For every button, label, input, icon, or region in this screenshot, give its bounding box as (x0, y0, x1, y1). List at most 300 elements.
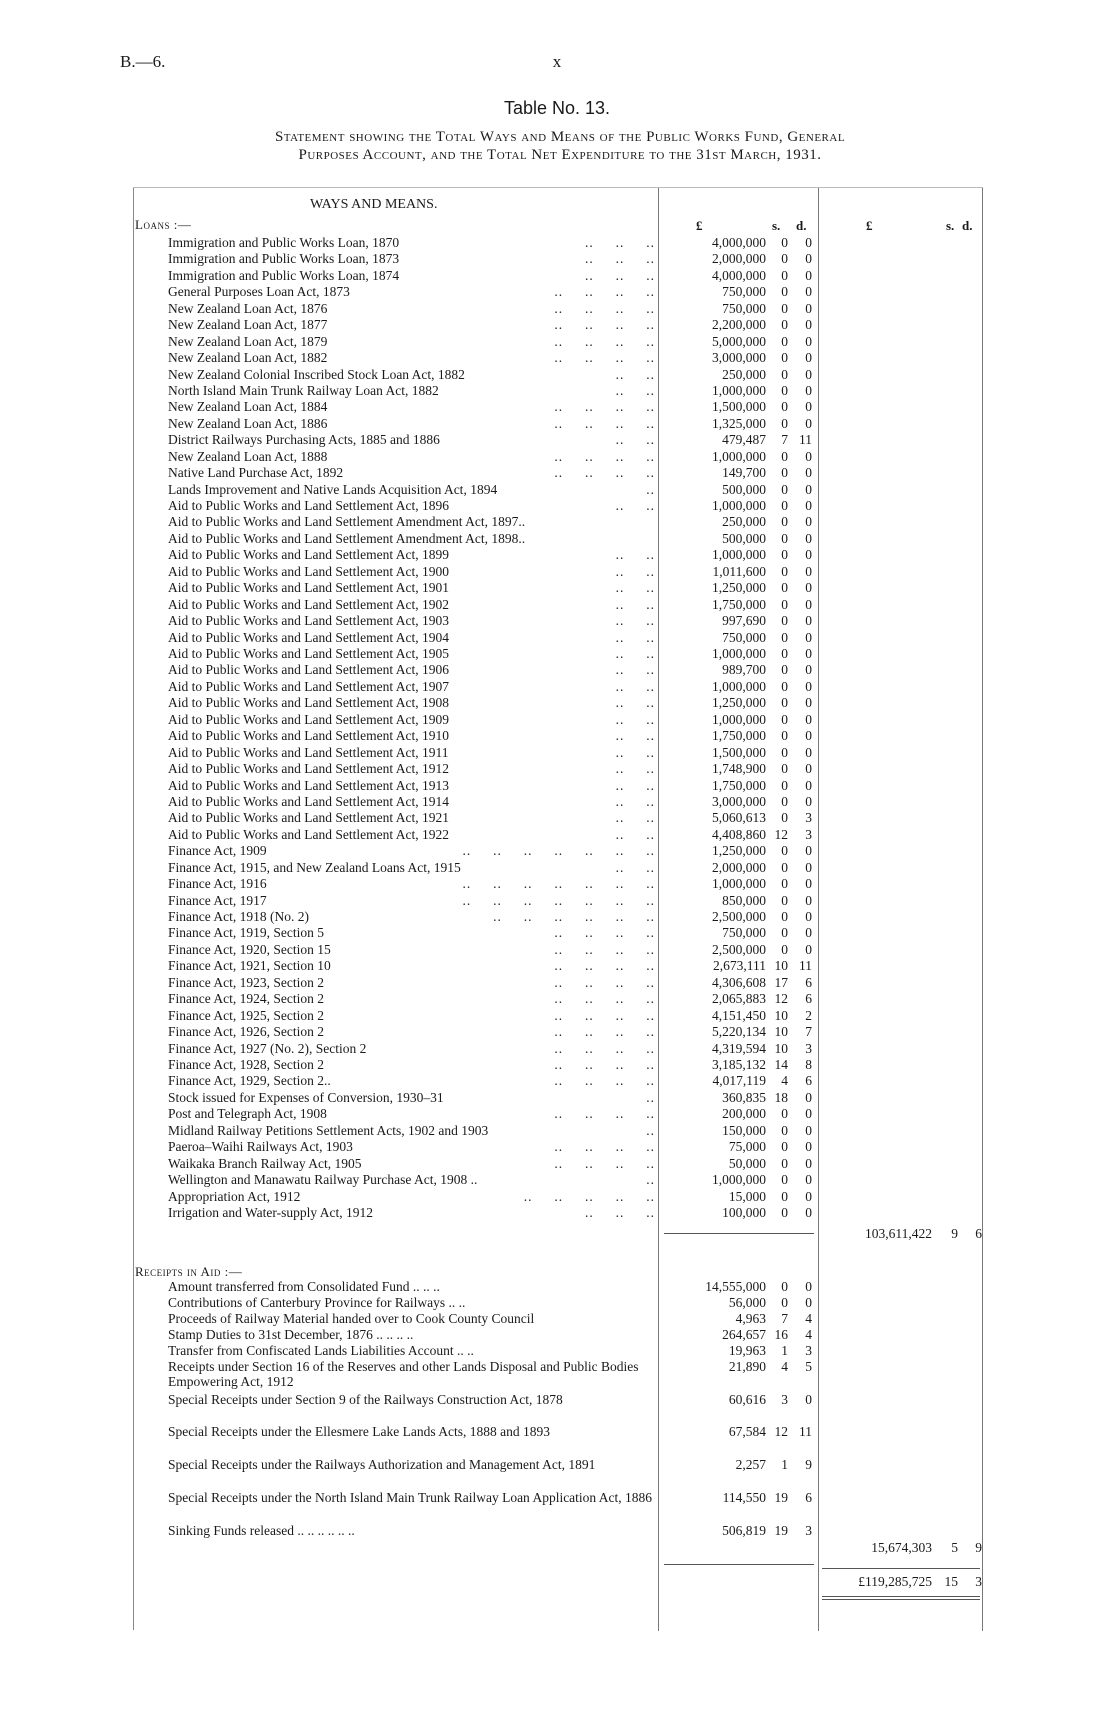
col-head-pound-1: £ (696, 218, 703, 233)
loan-description: Paeroa–Waihi Railways Act, 1903 (168, 1139, 353, 1155)
loan-description: Midland Railway Petitions Settlement Acts, 1902 and 1903 (168, 1122, 489, 1138)
loan-pounds: 2,200,000 (712, 317, 766, 333)
loan-shillings: 17 (774, 974, 788, 990)
statement-line-2: Purposes Account, and the Total Net Expenditure to the 31st March, 1931. (298, 147, 822, 163)
leader-dots: .. .. .. .. .. .. (493, 909, 655, 925)
leader-dots: .. .. (615, 777, 655, 793)
leader-dots: .. .. .. .. .. .. .. (462, 876, 655, 892)
loan-pence: 0 (805, 859, 812, 875)
loan-pence: 0 (805, 235, 812, 250)
receipt-description: Contributions of Canterbury Province for Railways .. .. (168, 1295, 466, 1310)
loan-description: New Zealand Colonial Inscribed Stock Loan Act, 1882 (168, 366, 465, 382)
loan-shillings: 0 (781, 267, 788, 283)
loan-shillings: 0 (781, 481, 788, 497)
loan-shillings: 0 (781, 744, 788, 760)
loan-shillings: 0 (781, 1188, 788, 1204)
loan-pence: 6 (805, 1073, 812, 1089)
loan-description: Aid to Public Works and Land Settlement Act, 1911 (168, 744, 449, 760)
loan-row (0, 350, 1114, 366)
loan-pounds: 1,000,000 (712, 498, 766, 514)
leader-dots: .. .. (615, 826, 655, 842)
loan-pounds: 250,000 (722, 514, 766, 530)
leader-dots: .. .. .. .. (554, 991, 655, 1007)
receipt-pounds: 60,616 (728, 1392, 766, 1407)
receipt-pence: 4 (805, 1327, 812, 1342)
loan-description: Finance Act, 1915, and New Zealand Loans Act, 1915 (168, 859, 461, 875)
loan-description: Aid to Public Works and Land Settlement Amendment Act, 1897.. (168, 514, 526, 530)
loan-description: Aid to Public Works and Land Settlement Act, 1906 (168, 662, 450, 678)
loan-row (0, 383, 1114, 399)
loan-row (0, 1073, 1114, 1089)
leader-dots: .. .. (615, 678, 655, 694)
receipt-shillings: 1 (781, 1343, 788, 1358)
loan-description: New Zealand Loan Act, 1886 (168, 415, 328, 431)
loan-shillings: 0 (781, 646, 788, 661)
loan-description: Aid to Public Works and Land Settlement Act, 1912 (168, 761, 450, 777)
loan-pence: 0 (805, 284, 812, 300)
loan-shillings: 12 (774, 826, 788, 842)
loan-description: Aid to Public Works and Land Settlement Act, 1908 (168, 695, 450, 711)
loan-description: Irrigation and Water-supply Act, 1912 (168, 1204, 373, 1220)
receipt-pounds: 4,963 (735, 1311, 766, 1326)
leader-dots: .. .. .. .. (554, 1073, 655, 1089)
grand-total-double-rule-1 (822, 1596, 980, 1597)
loan-pounds: 500,000 (722, 530, 766, 546)
loan-description: Finance Act, 1919, Section 5 (168, 925, 324, 941)
loan-row (0, 465, 1114, 481)
leader-dots: .. .. .. .. (554, 350, 655, 366)
loan-pence: 0 (805, 350, 812, 366)
loan-row (0, 728, 1114, 744)
loan-shillings: 14 (774, 1057, 788, 1072)
leader-dots: .. .. (615, 366, 655, 382)
loan-row (0, 301, 1114, 317)
receipt-shillings: 12 (774, 1424, 788, 1439)
leader-dots: .. .. (615, 793, 655, 809)
leader-dots: .. .. .. (585, 251, 655, 267)
loan-row (0, 1024, 1114, 1040)
loan-row (0, 547, 1114, 563)
loan-shillings: 0 (781, 514, 788, 530)
loan-shillings: 0 (781, 300, 788, 316)
leader-dots: .. .. .. .. (554, 399, 655, 415)
loan-pence: 0 (805, 925, 812, 941)
loan-description: Aid to Public Works and Land Settlement Act, 1909 (168, 711, 450, 727)
loan-description: Stock issued for Expenses of Conversion, 1930–31 (168, 1089, 444, 1105)
loan-pounds: 1,500,000 (712, 399, 766, 415)
loan-description: Finance Act, 1924, Section 2 (168, 991, 324, 1007)
loan-pence: 6 (805, 974, 812, 990)
loan-pounds: 250,000 (722, 366, 766, 382)
loan-pounds: 1,000,000 (712, 547, 766, 563)
loan-shillings: 0 (781, 596, 788, 612)
leader-dots: .. .. .. .. (554, 1007, 655, 1023)
loan-description: Aid to Public Works and Land Settlement Act, 1902 (168, 596, 450, 612)
leader-dots: .. .. (615, 695, 655, 711)
loan-pence: 0 (805, 941, 812, 957)
leader-dots: .. .. .. .. (554, 333, 655, 349)
loan-description: Aid to Public Works and Land Settlement Act, 1905 (168, 646, 450, 661)
loan-row (0, 251, 1114, 267)
loan-pounds: 1,250,000 (712, 580, 766, 596)
loan-row (0, 1189, 1114, 1205)
loan-row (0, 399, 1114, 415)
loan-row (0, 1123, 1114, 1139)
loan-description: New Zealand Loan Act, 1877 (168, 317, 328, 333)
loan-pounds: 2,500,000 (712, 941, 766, 957)
loan-shillings: 0 (781, 761, 788, 777)
loan-shillings: 0 (781, 876, 788, 892)
receipt-shillings: 3 (781, 1392, 788, 1407)
loan-shillings: 10 (774, 1040, 788, 1056)
loan-pence: 0 (805, 761, 812, 777)
loan-row (0, 712, 1114, 728)
leader-dots: .. .. (615, 646, 655, 661)
loan-pounds: 150,000 (722, 1122, 766, 1138)
loans-total-pounds: 103,611,422 (865, 1226, 932, 1241)
loan-pounds: 2,000,000 (712, 251, 766, 267)
loan-pence: 0 (805, 317, 812, 333)
loan-description: Aid to Public Works and Land Settlement Act, 1899 (168, 547, 450, 563)
loan-description: Wellington and Manawatu Railway Purchase Act, 1908 .. (168, 1172, 478, 1188)
loan-row (0, 1172, 1114, 1188)
loan-pounds: 1,000,000 (712, 1172, 766, 1188)
loan-description: Waikaka Branch Railway Act, 1905 (168, 1155, 362, 1171)
loan-pence: 0 (805, 1188, 812, 1204)
col-head-pound-2: £ (866, 218, 873, 233)
receipts-total-pence: 9 (975, 1540, 982, 1555)
loan-pounds: 1,000,000 (712, 448, 766, 464)
loan-description: Finance Act, 1925, Section 2 (168, 1007, 324, 1023)
loan-row (0, 958, 1114, 974)
loan-shillings: 0 (781, 563, 788, 579)
leader-dots: .. .. .. .. .. .. .. (462, 892, 655, 908)
loan-shillings: 0 (781, 547, 788, 563)
loan-shillings: 18 (774, 1089, 788, 1105)
receipt-shillings: 0 (781, 1295, 788, 1310)
loan-row (0, 695, 1114, 711)
loan-pence: 0 (805, 1204, 812, 1220)
loan-pounds: 15,000 (728, 1188, 766, 1204)
receipt-shillings: 1 (781, 1457, 788, 1472)
loan-row (0, 662, 1114, 678)
loan-row (0, 810, 1114, 826)
leader-dots: .. .. .. .. (554, 941, 655, 957)
leader-dots: .. .. (615, 761, 655, 777)
loan-row (0, 1156, 1114, 1172)
loan-row (0, 514, 1114, 530)
loan-description: Aid to Public Works and Land Settlement Act, 1922 (168, 826, 450, 842)
loan-pounds: 2,673,111 (713, 958, 766, 974)
loan-pence: 0 (805, 843, 812, 859)
col-head-pence-1: d. (796, 218, 807, 233)
loan-pence: 0 (805, 613, 812, 629)
loan-pence: 0 (805, 629, 812, 645)
loan-pence: 3 (805, 810, 812, 826)
loan-row (0, 367, 1114, 383)
loan-pence: 0 (805, 646, 812, 661)
leader-dots: .. .. .. (585, 267, 655, 283)
loan-row (0, 597, 1114, 613)
receipt-pence: 3 (805, 1343, 812, 1358)
loan-description: Appropriation Act, 1912 (168, 1188, 301, 1204)
loan-shillings: 0 (781, 1204, 788, 1220)
loan-pence: 0 (805, 498, 812, 514)
page-ref: B.—6. (120, 52, 166, 71)
receipt-pounds: 506,819 (722, 1523, 766, 1538)
loan-shillings: 0 (781, 317, 788, 333)
leader-dots: .. .. .. .. (554, 300, 655, 316)
loan-pence: 0 (805, 267, 812, 283)
loan-shillings: 0 (781, 941, 788, 957)
receipts-subtotal-rule (664, 1564, 814, 1565)
loan-description: New Zealand Loan Act, 1882 (168, 350, 328, 366)
loan-row (0, 1008, 1114, 1024)
loan-pounds: 4,000,000 (712, 235, 766, 250)
statement-line-1: Statement showing the Total Ways and Means of the Public Works Fund, General (274, 129, 846, 145)
leader-dots: .. .. (615, 613, 655, 629)
loan-description: Aid to Public Works and Land Settlement Act, 1900 (168, 563, 450, 579)
loan-row (0, 1041, 1114, 1057)
loan-pence: 0 (805, 695, 812, 711)
loan-description: Finance Act, 1909 (168, 843, 267, 859)
receipt-shillings: 19 (774, 1523, 788, 1538)
loan-pence: 0 (805, 366, 812, 382)
receipt-shillings: 16 (774, 1327, 788, 1342)
loan-description: Aid to Public Works and Land Settlement Act, 1903 (168, 613, 450, 629)
loan-row (0, 679, 1114, 695)
loan-shillings: 0 (781, 448, 788, 464)
loan-pence: 0 (805, 909, 812, 925)
loan-row (0, 843, 1114, 859)
leader-dots: .. .. .. (585, 235, 655, 250)
leader-dots: .. .. .. .. (554, 1024, 655, 1040)
loan-row (0, 482, 1114, 498)
loan-pounds: 1,750,000 (712, 728, 766, 744)
leader-dots: .. .. (615, 859, 655, 875)
loan-pounds: 4,319,594 (712, 1040, 766, 1056)
leader-dots: .. (646, 1122, 655, 1138)
loan-shillings: 0 (781, 399, 788, 415)
receipts-total-pounds: 15,674,303 (871, 1540, 932, 1555)
loan-shillings: 0 (781, 465, 788, 481)
loan-row (0, 909, 1114, 925)
leader-dots: .. .. (615, 382, 655, 398)
loan-shillings: 0 (781, 728, 788, 744)
loan-pence: 8 (805, 1057, 812, 1072)
receipt-pounds: 264,657 (722, 1327, 766, 1342)
loan-pence: 0 (805, 530, 812, 546)
loan-shillings: 0 (781, 333, 788, 349)
loan-description: Aid to Public Works and Land Settlement Act, 1921 (168, 810, 450, 826)
loan-shillings: 0 (781, 629, 788, 645)
leader-dots: .. .. .. .. (554, 958, 655, 974)
loan-pence: 0 (805, 415, 812, 431)
loan-description: Finance Act, 1920, Section 15 (168, 941, 331, 957)
receipt-pounds: 21,890 (728, 1359, 766, 1374)
receipts-total-shillings: 5 (951, 1540, 958, 1555)
loan-pounds: 1,250,000 (712, 695, 766, 711)
loan-shillings: 0 (781, 613, 788, 629)
loan-pence: 0 (805, 1139, 812, 1155)
loan-pence: 0 (805, 399, 812, 415)
loan-description: Immigration and Public Works Loan, 1870 (168, 235, 400, 250)
receipt-description: Special Receipts under the Ellesmere Lake Lands Acts, 1888 and 1893 (168, 1424, 551, 1439)
loan-description: Aid to Public Works and Land Settlement Act, 1896 (168, 498, 450, 514)
loan-pounds: 1,000,000 (712, 678, 766, 694)
loan-shillings: 0 (781, 284, 788, 300)
loan-shillings: 0 (781, 382, 788, 398)
leader-dots: .. .. .. .. (554, 415, 655, 431)
receipt-description: Special Receipts under Section 9 of the Railways Construction Act, 1878 (168, 1392, 563, 1407)
loan-pounds: 500,000 (722, 481, 766, 497)
loan-pounds: 100,000 (722, 1204, 766, 1220)
top-rule (133, 187, 983, 188)
leader-dots: .. .. .. .. (554, 925, 655, 941)
loan-shillings: 0 (781, 892, 788, 908)
loan-pence: 0 (805, 711, 812, 727)
loan-shillings: 10 (774, 1007, 788, 1023)
loan-row (0, 991, 1114, 1007)
loan-pounds: 1,325,000 (712, 415, 766, 431)
loan-description: Finance Act, 1917 (168, 892, 267, 908)
loan-pounds: 989,700 (722, 662, 766, 678)
loan-shillings: 10 (774, 1024, 788, 1040)
loan-pounds: 1,748,900 (712, 761, 766, 777)
leader-dots: .. .. (615, 432, 655, 448)
loan-description: Aid to Public Works and Land Settlement Act, 1901 (168, 580, 450, 596)
loan-description: General Purposes Loan Act, 1873 (168, 284, 350, 300)
loan-shillings: 0 (781, 1139, 788, 1155)
leader-dots: .. .. (615, 547, 655, 563)
col-head-pence-2: d. (962, 218, 973, 233)
loan-pence: 0 (805, 793, 812, 809)
loan-description: North Island Main Trunk Railway Loan Act, 1882 (168, 382, 439, 398)
loan-description: Aid to Public Works and Land Settlement Act, 1914 (168, 793, 450, 809)
loan-pence: 0 (805, 481, 812, 497)
loan-pounds: 3,000,000 (712, 350, 766, 366)
loan-pounds: 1,000,000 (712, 711, 766, 727)
ways-and-means-title: WAYS AND MEANS. (310, 197, 438, 212)
loan-description: Finance Act, 1918 (No. 2) (168, 909, 309, 925)
receipt-pence: 11 (799, 1424, 812, 1439)
loan-row (0, 925, 1114, 941)
loan-pence: 11 (799, 958, 812, 974)
loan-pounds: 1,500,000 (712, 744, 766, 760)
loan-row (0, 564, 1114, 580)
loan-pence: 0 (805, 333, 812, 349)
receipt-pounds: 19,963 (728, 1343, 766, 1358)
receipt-pence: 0 (805, 1295, 812, 1310)
loan-shillings: 0 (781, 859, 788, 875)
leader-dots: .. .. .. .. (554, 317, 655, 333)
loan-shillings: 0 (781, 1155, 788, 1171)
loan-row (0, 317, 1114, 333)
loan-pence: 0 (805, 563, 812, 579)
loan-row (0, 416, 1114, 432)
loan-pounds: 4,151,450 (712, 1007, 766, 1023)
loan-row (0, 284, 1114, 300)
loan-pounds: 4,408,860 (712, 826, 766, 842)
grand-total-double-rule-2 (822, 1599, 980, 1600)
loan-shillings: 0 (781, 498, 788, 514)
loan-row (0, 334, 1114, 350)
grand-total-pounds: £119,285,725 (858, 1574, 932, 1589)
leader-dots: .. .. (615, 711, 655, 727)
leader-dots: .. .. (615, 810, 655, 826)
loan-pence: 0 (805, 1089, 812, 1105)
receipt-description: Special Receipts under the Railways Authorization and Management Act, 1891 (168, 1457, 596, 1472)
loan-row (0, 235, 1114, 251)
page-number: x (552, 52, 562, 71)
loan-pence: 0 (805, 728, 812, 744)
receipt-description: Sinking Funds released .. .. .. .. .. .. (168, 1523, 355, 1538)
loan-pounds: 750,000 (722, 629, 766, 645)
loan-description: Finance Act, 1926, Section 2 (168, 1024, 324, 1040)
loan-shillings: 0 (781, 580, 788, 596)
leader-dots: .. .. .. .. (554, 1155, 655, 1171)
loan-pounds: 1,750,000 (712, 596, 766, 612)
loan-pounds: 1,250,000 (712, 843, 766, 859)
loan-pence: 6 (805, 991, 812, 1007)
loan-pounds: 2,000,000 (712, 859, 766, 875)
loan-shillings: 0 (781, 843, 788, 859)
loan-pence: 0 (805, 448, 812, 464)
table-title: Table No. 13. (503, 98, 611, 118)
loan-pounds: 360,835 (722, 1089, 766, 1105)
leader-dots: .. .. .. .. (554, 1040, 655, 1056)
loan-pounds: 3,000,000 (712, 793, 766, 809)
loan-pounds: 2,500,000 (712, 909, 766, 925)
loan-description: Lands Improvement and Native Lands Acquisition Act, 1894 (168, 481, 498, 497)
receipt-description: Transfer from Confiscated Lands Liabilities Account .. .. (168, 1343, 474, 1358)
receipt-pence: 4 (805, 1311, 812, 1326)
loan-row (0, 827, 1114, 843)
leader-dots: .. .. .. .. .. .. .. (462, 843, 655, 859)
loan-row (0, 1139, 1114, 1155)
loan-description: Finance Act, 1929, Section 2.. (168, 1073, 331, 1089)
loan-row (0, 531, 1114, 547)
leader-dots: .. .. (615, 629, 655, 645)
loan-description: Finance Act, 1916 (168, 876, 267, 892)
loan-shillings: 0 (781, 366, 788, 382)
loan-pence: 0 (805, 514, 812, 530)
receipt-pence: 0 (805, 1279, 812, 1294)
loan-pounds: 4,306,608 (712, 974, 766, 990)
loan-description: Finance Act, 1928, Section 2 (168, 1057, 324, 1072)
statement-heading (110, 128, 1010, 164)
leader-dots: .. (646, 481, 655, 497)
loan-row (0, 975, 1114, 991)
loan-pounds: 4,000,000 (712, 267, 766, 283)
receipt-shillings: 4 (781, 1359, 788, 1374)
loan-row (0, 646, 1114, 662)
loan-row (0, 1090, 1114, 1106)
loan-pounds: 5,220,134 (712, 1024, 766, 1040)
loan-row (0, 449, 1114, 465)
loan-description: Finance Act, 1923, Section 2 (168, 974, 324, 990)
loan-row (0, 942, 1114, 958)
loan-description: New Zealand Loan Act, 1876 (168, 300, 328, 316)
loan-pounds: 997,690 (722, 613, 766, 629)
col-head-shilling-1: s. (772, 218, 781, 233)
leader-dots: .. .. .. .. (554, 1139, 655, 1155)
loan-pence: 0 (805, 1155, 812, 1171)
loan-pence: 0 (805, 777, 812, 793)
receipt-pence: 9 (805, 1457, 812, 1472)
loan-shillings: 0 (781, 695, 788, 711)
receipt-pence: 3 (805, 1523, 812, 1538)
